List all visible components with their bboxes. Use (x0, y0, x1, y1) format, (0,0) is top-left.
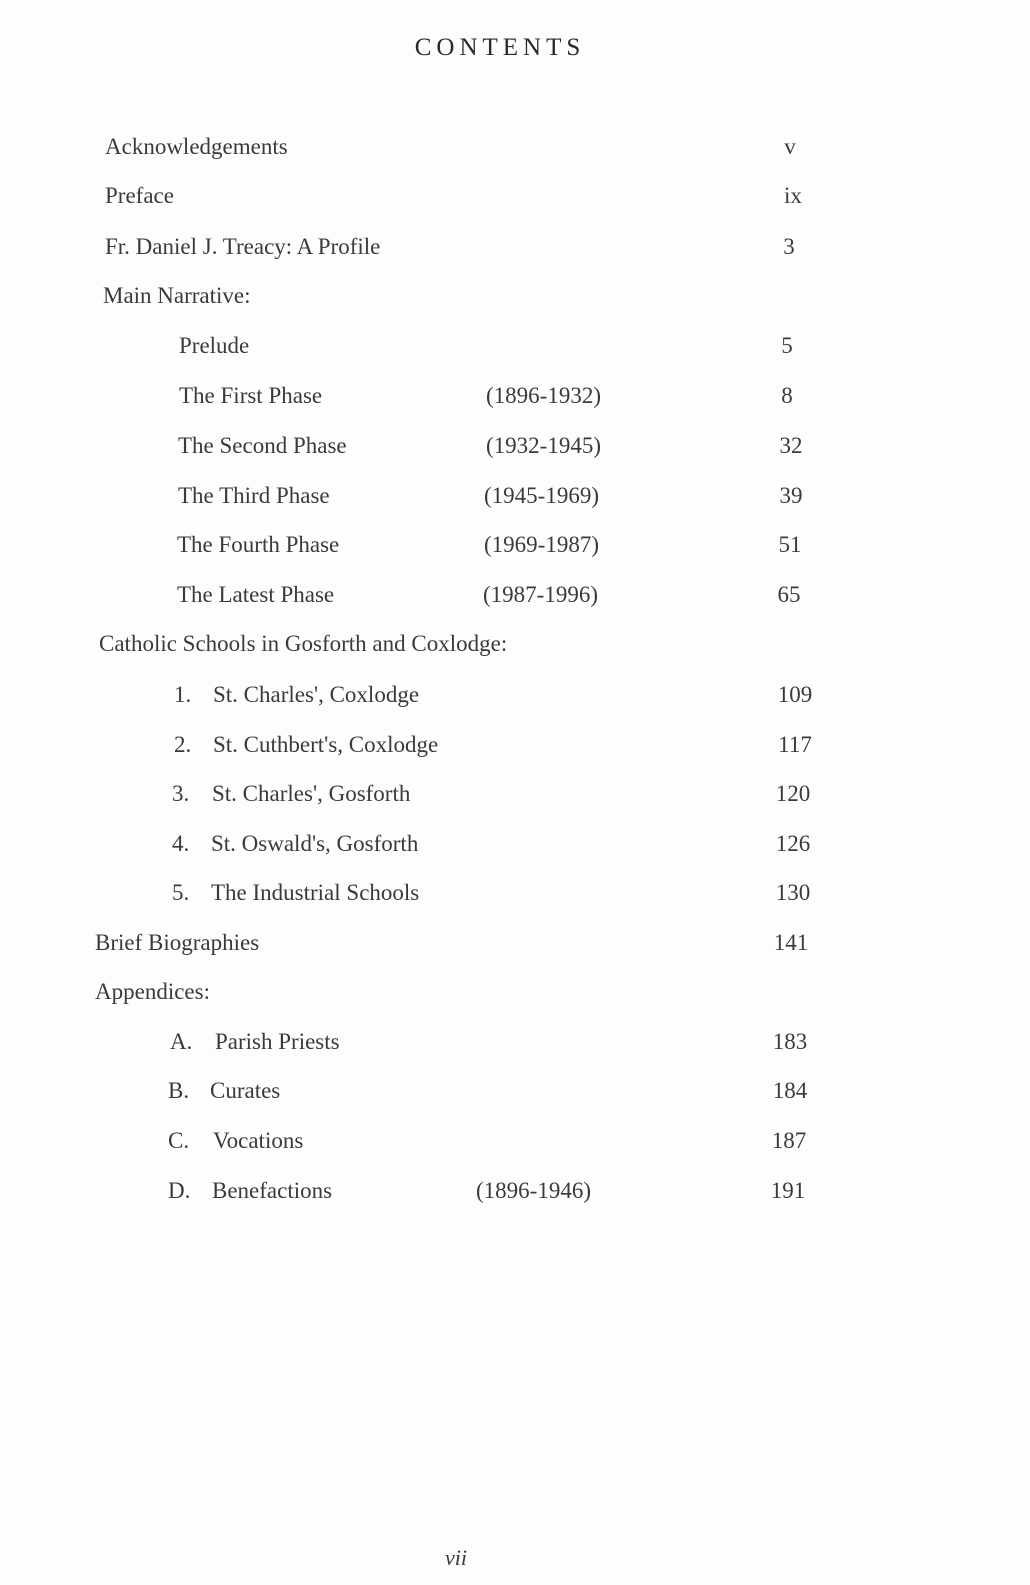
toc-entry-school-2 (0, 725, 1030, 765)
section-label: Catholic Schools in Gosforth and Coxlodge: (99, 631, 508, 656)
entry-label: Acknowledgements (105, 134, 288, 159)
toc-entry-first-phase (0, 376, 1030, 416)
entry-dates: (1932-1945) (486, 433, 601, 458)
toc-section-main-narrative (0, 276, 1030, 316)
entry-dates: (1945-1969) (484, 483, 599, 508)
entry-number: 2. (174, 732, 192, 757)
entry-label: Parish Priests (215, 1029, 340, 1054)
toc-entry-school-3 (0, 774, 1030, 814)
entry-page-number: 183 (772, 1029, 808, 1054)
toc-entry-school-4 (0, 824, 1030, 864)
entry-page-number: 5 (781, 333, 793, 358)
entry-label: Benefactions (212, 1178, 333, 1203)
toc-entry-latest-phase (0, 575, 1030, 615)
entry-number: 3. (172, 781, 190, 806)
entry-page-number: 109 (777, 682, 813, 707)
toc-entry-brief-biographies (0, 923, 1030, 963)
entry-label: The Fourth Phase (177, 532, 340, 557)
entry-label: St. Charles', Gosforth (212, 781, 411, 806)
entry-label: The Second Phase (178, 433, 347, 458)
entry-label: Preface (105, 183, 174, 208)
entry-page-number: 39 (779, 483, 803, 508)
toc-section-catholic-schools (0, 624, 1030, 664)
entry-dates: (1896-1932) (486, 383, 601, 408)
entry-label: Brief Biographies (95, 930, 260, 955)
entry-dates: (1987-1996) (483, 582, 598, 607)
entry-page-number: 141 (773, 930, 809, 955)
entry-page-number: 65 (777, 582, 801, 607)
entry-dates: (1969-1987) (484, 532, 599, 557)
toc-entry-appendix-a (0, 1022, 1030, 1062)
entry-page-number: 187 (771, 1128, 807, 1153)
toc-entry-fourth-phase (0, 525, 1030, 565)
toc-entry-school-5 (0, 873, 1030, 913)
toc-entry-third-phase (0, 476, 1030, 516)
entry-page-number: ix (784, 183, 802, 208)
entry-page-number: v (784, 134, 796, 159)
entry-page-number: 126 (775, 831, 811, 856)
toc-entry-profile (0, 227, 1030, 267)
entry-label: Fr. Daniel J. Treacy: A Profile (105, 234, 381, 259)
entry-number: B. (168, 1078, 190, 1103)
entry-number: D. (168, 1178, 191, 1203)
toc-entry-preface (0, 176, 1030, 216)
section-label: Main Narrative: (103, 283, 251, 308)
entry-number: 1. (174, 682, 192, 707)
entry-page-number: 191 (770, 1178, 806, 1203)
entry-label: Curates (210, 1078, 281, 1103)
toc-section-appendices (0, 972, 1030, 1012)
toc-entry-appendix-d (0, 1171, 1030, 1211)
entry-page-number: 32 (779, 433, 803, 458)
entry-page-number: 3 (783, 234, 795, 259)
entry-page-number: 130 (775, 880, 811, 905)
entry-label: The Third Phase (178, 483, 330, 508)
entry-page-number: 117 (778, 732, 812, 757)
entry-page-number: 184 (772, 1078, 808, 1103)
toc-entry-appendix-b (0, 1071, 1030, 1111)
entry-label: Vocations (213, 1128, 304, 1153)
entry-label: Prelude (179, 333, 250, 358)
entry-label: St. Charles', Coxlodge (213, 682, 420, 707)
section-label: Appendices: (95, 979, 210, 1004)
toc-entry-prelude (0, 326, 1030, 366)
toc-entry-appendix-c (0, 1121, 1030, 1161)
entry-label: The Latest Phase (177, 582, 335, 607)
toc-entry-acknowledgements (0, 127, 1030, 167)
entry-number: C. (168, 1128, 190, 1153)
entry-number: 5. (172, 880, 190, 905)
page-folio: vii (445, 1545, 467, 1570)
toc-entry-school-1 (0, 675, 1030, 715)
entry-page-number: 8 (781, 383, 793, 408)
page-title: CONTENTS (414, 34, 586, 61)
entry-label: St. Cuthbert's, Coxlodge (213, 732, 439, 757)
entry-number: 4. (172, 831, 190, 856)
entry-label: St. Oswald's, Gosforth (211, 831, 419, 856)
entry-number: A. (170, 1029, 193, 1054)
toc-entry-second-phase (0, 426, 1030, 466)
entry-label: The Industrial Schools (211, 880, 420, 905)
entry-dates: (1896-1946) (476, 1178, 591, 1203)
entry-page-number: 51 (778, 532, 802, 557)
entry-page-number: 120 (775, 781, 811, 806)
entry-label: The First Phase (179, 383, 323, 408)
